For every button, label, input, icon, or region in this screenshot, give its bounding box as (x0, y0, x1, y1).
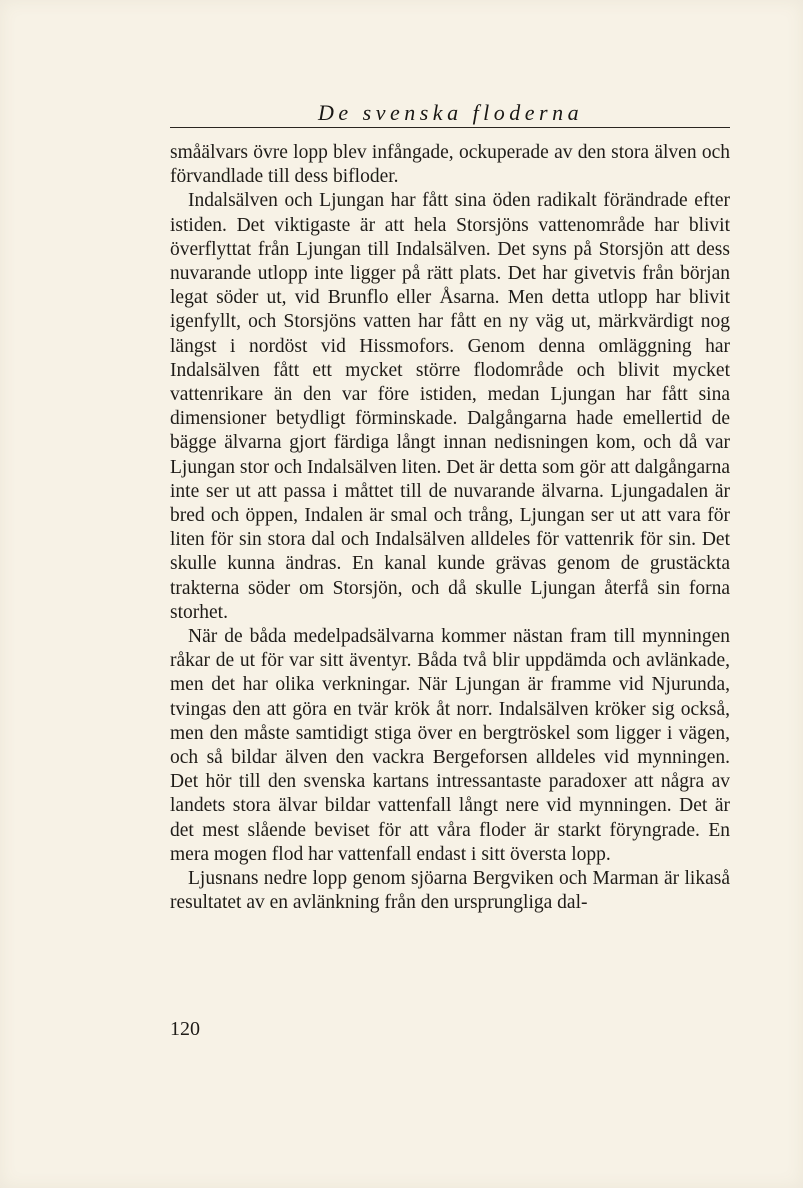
paragraph: Ljusnans nedre lopp genom sjöarna Bergviken och Marman är likaså resultatet av en avlänkning från den ursprungliga dal- (170, 868, 730, 914)
page-number: 120 (170, 1018, 200, 1040)
header-rule (170, 127, 730, 128)
running-head-title: De svenska floderna (318, 100, 584, 125)
paragraph: Indalsälven och Ljungan har fått sina öden radikalt förändrade efter istiden. Det viktigaste är att hela Storsjöns vattenområde har blivit överflyttat från Ljungan till Indalsälven. Det syns på Storsjön att dess nuvarande utlopp inte ligger på rätt plats. Det har givetvis från början legat söder ut, vid Brunflo eller Åsarna. Men detta utlopp har blivit igenfyllt, och Storsjöns vatten har fått en ny väg ut, märkvärdigt nog längst i nordöst vid Hissmofors. Genom denna omläggning har Indalsälven fått ett mycket större flodområde och blivit mycket vattenrikare än den var före istiden, medan Ljungan har fått sina dimensioner betydligt förminskade. Dalgångarna hade emellertid de bägge älvarna gjort färdiga långt innan nedisningen kom, och då var Ljungan stor och Indalsälven liten. Det är detta som gör att dalgångarna inte ser ut att passa i måttet till de nuvarande älvarna. Ljungadalen är bred och öppen, Indalen är smal och trång, Ljungan ser ut att vara för liten för sin stora dal och Indalsälven alldeles för vattenrik för sin. Det skulle kunna ändras. En kanal kunde grävas genom de grustäckta trakterna söder om Storsjön, och då skulle Ljungan återfå sin forna storhet. (170, 190, 730, 623)
paragraph: När de båda medelpadsälvarna kommer nästan fram till mynningen råkar de ut för var sitt äventyr. Båda två blir uppdämda och avlänkade, men det har olika verkningar. När Ljungan är framme vid Njurunda, tvingas den att göra en tvär krök åt norr. Indalsälven kröker sig också, men den måste samtidigt stiga över en bergtröskel som ligger i vägen, och så bildar älven den vackra Bergeforsen alldeles vid mynningen. Det hör till den svenska kartans intressantaste paradoxer att några av landets stora älvar bildar vattenfall långt nere vid mynningen. Det är det mest slående beviset för att våra floder är starkt föryngrade. En mera mogen flod har vattenfall endast i sitt översta lopp. (170, 626, 730, 865)
paragraph-continued: småälvars övre lopp blev infångade, ockuperade av den stora älven och förvandlade till dess bifloder. (170, 142, 730, 188)
body-text (170, 141, 730, 916)
